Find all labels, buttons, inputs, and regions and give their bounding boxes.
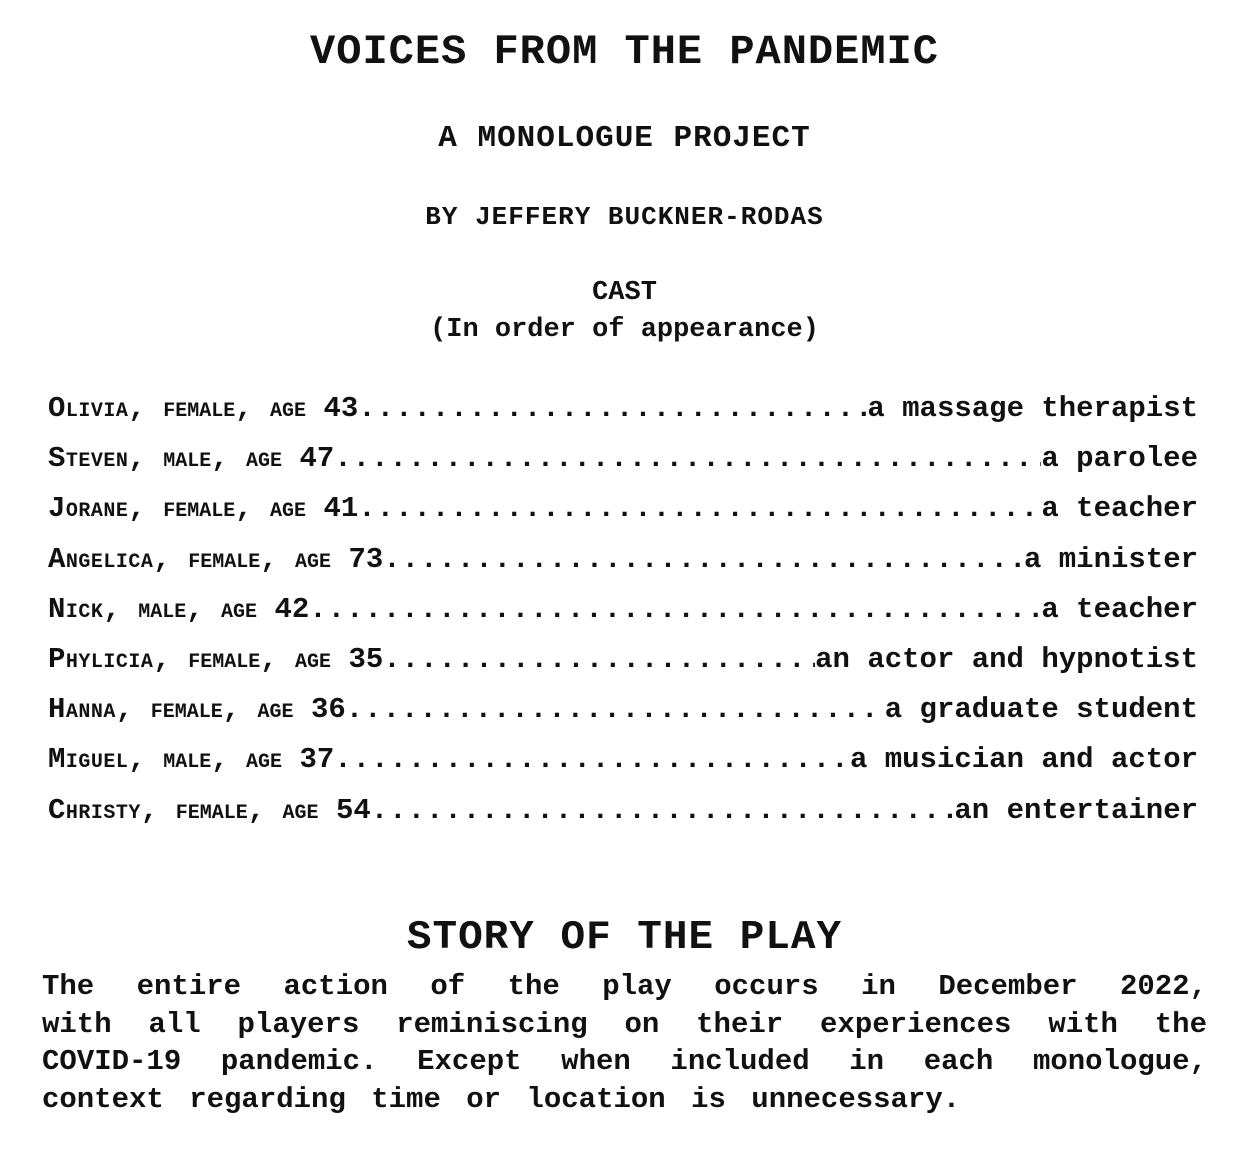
dot-leader (346, 693, 885, 726)
play-subtitle: A MONOLOGUE PROJECT (438, 121, 811, 156)
character-role: a massage therapist (867, 392, 1198, 425)
cast-list (48, 392, 1198, 844)
dot-leader (383, 643, 815, 676)
dot-leader (309, 593, 1041, 626)
character-name: Jorane (48, 492, 129, 526)
character-name: Christy (48, 793, 141, 827)
character-description: , female, age 41 (128, 492, 359, 526)
character-role: a parolee (1041, 442, 1198, 476)
cast-member (48, 543, 1198, 593)
character-name: Steven (48, 442, 129, 476)
dot-leader (334, 743, 850, 776)
dot-leader (371, 794, 955, 827)
cast-member (48, 743, 1198, 793)
character-name: Miguel (48, 743, 129, 777)
character-role: a minister (1023, 542, 1198, 576)
character-name: Olivia (48, 392, 129, 425)
dot-leader (358, 492, 1041, 525)
character-role: a graduate student (884, 693, 1198, 727)
play-title: VOICES FROM THE PANDEMIC (310, 28, 939, 76)
dot-leader (383, 543, 1024, 576)
story-line: with all players reminiscing on their experiences with the (42, 1007, 1207, 1041)
character-role: a teacher (1041, 492, 1198, 526)
cast-member (48, 643, 1198, 693)
character-description: , female, age 43 (128, 392, 359, 425)
dot-leader (334, 442, 1041, 475)
dot-leader (358, 392, 867, 425)
story-line: context regarding time or location is unnecessary. (42, 1083, 961, 1117)
character-name: Nick (48, 592, 104, 626)
cast-member (48, 794, 1198, 844)
character-description: , male, age 42 (103, 592, 310, 626)
character-role: an actor and hypnotist (815, 642, 1198, 676)
story-line: The entire action of the play occurs in December 2022, (42, 970, 1207, 1003)
cast-member (48, 693, 1198, 743)
cast-member (48, 392, 1198, 442)
character-description: , female, age 73 (153, 542, 384, 576)
character-description: , female, age 36 (115, 693, 346, 727)
character-role: an entertainer (954, 793, 1198, 827)
cast-subheading: (In order of appearance) (430, 315, 819, 345)
play-author: BY JEFFERY BUCKNER-RODAS (425, 202, 824, 232)
character-role: a teacher (1041, 592, 1198, 626)
character-description: , female, age 35 (153, 642, 384, 676)
story-heading: STORY OF THE PLAY (406, 915, 843, 962)
character-role: a musician and actor (849, 743, 1198, 777)
character-name: Angelica (48, 542, 154, 576)
cast-member (48, 442, 1198, 492)
cast-heading: CAST (592, 278, 657, 308)
story-paragraph (42, 968, 1207, 1119)
cast-member (48, 492, 1198, 542)
story-line: COVID-19 pandemic. Except when included in each monologue, (42, 1045, 1207, 1079)
character-name: Hanna (48, 693, 116, 727)
character-name: Phylicia (48, 642, 154, 676)
character-description: , female, age 54 (140, 793, 371, 827)
character-description: , male, age 47 (128, 442, 335, 476)
cast-member (48, 593, 1198, 643)
character-description: , male, age 37 (128, 743, 335, 777)
